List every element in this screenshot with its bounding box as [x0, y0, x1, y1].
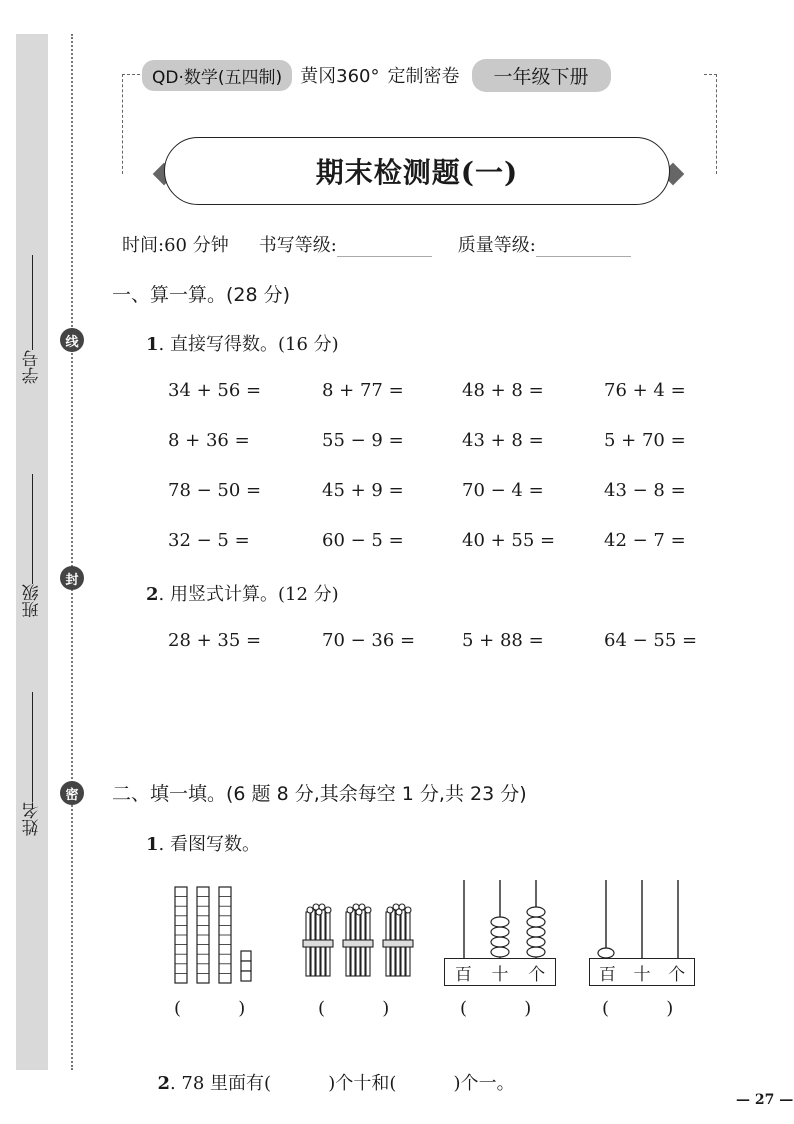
equation: 32 − 5 =: [168, 530, 250, 551]
q1-2-text: . 用竖式计算。(12 分): [158, 584, 339, 605]
writing-grade-blank[interactable]: [337, 256, 432, 257]
q2-1-number: 1: [146, 834, 159, 855]
section2-heading: 二、填一填。(6 题 8 分,其余每空 1 分,共 23 分): [112, 783, 527, 805]
seal-mi: 密: [60, 781, 84, 805]
cut-line: [71, 34, 73, 1070]
class-text: 班级: [22, 584, 43, 618]
answer-blank[interactable]: ( ): [318, 998, 390, 1019]
stick-bundles-figure: [300, 902, 418, 982]
equation: 8 + 36 =: [168, 430, 250, 451]
title-banner: [164, 137, 670, 205]
class-label: [18, 460, 46, 618]
equation: 78 − 50 =: [168, 480, 262, 501]
equation: 42 − 7 =: [604, 530, 686, 551]
header-row: [142, 58, 702, 92]
answer-blank[interactable]: ( ): [602, 998, 674, 1019]
q2-2-prompt: [146, 1048, 515, 1095]
vertical-calc-equation: 28 + 35 =: [168, 630, 262, 651]
equation: 43 − 8 =: [604, 480, 686, 501]
q2-1-prompt: [146, 830, 260, 856]
page-number: — 27 —: [736, 1092, 794, 1108]
q1-1-number: 1: [146, 334, 159, 355]
ones-label: 个: [668, 964, 686, 985]
q2-1-text: . 看图写数。: [158, 834, 260, 855]
vertical-calc-equation: 64 − 55 =: [604, 630, 698, 651]
name-blank[interactable]: [33, 692, 34, 802]
answer-blank[interactable]: ( ): [174, 998, 246, 1019]
hundreds-label: 百: [598, 964, 616, 985]
abacus-1: [444, 878, 556, 988]
seal-feng: 封: [60, 566, 84, 590]
q2-2-text: . 78 里面有( )个十和( )个一。: [169, 1073, 515, 1094]
vertical-calc-equation: 70 − 36 =: [322, 630, 416, 651]
q1-1-text: . 直接写得数。(16 分): [158, 334, 339, 355]
grade-badge: 一年级下册: [472, 59, 611, 92]
equation: 76 + 4 =: [604, 380, 686, 401]
series-badge: QD·数学(五四制): [142, 60, 292, 91]
seal-xian: 线: [60, 328, 84, 352]
q1-2-number: 2: [146, 584, 159, 605]
equation: 8 + 77 =: [322, 380, 404, 401]
name-label: [18, 678, 46, 836]
name-text: 姓名: [22, 802, 43, 836]
abacus-2-base: [589, 958, 695, 986]
subtitle-text: 定制密卷: [387, 66, 460, 87]
brand-text: 黄冈360°: [300, 66, 380, 87]
exam-meta: [122, 227, 722, 257]
equation: 34 + 56 =: [168, 380, 262, 401]
time-text: 时间:60 分钟: [122, 235, 229, 256]
writing-grade-label: 书写等级:: [258, 235, 337, 256]
page-title: 期末检测题(一): [315, 156, 519, 189]
hundreds-label: 百: [454, 964, 472, 985]
equation: 45 + 9 =: [322, 480, 404, 501]
equation: 70 − 4 =: [462, 480, 544, 501]
ones-label: 个: [528, 964, 546, 985]
student-id-blank[interactable]: [33, 255, 34, 350]
student-id-text: 学号: [22, 350, 43, 384]
q1-1-prompt: [146, 330, 339, 356]
tens-label: 十: [491, 964, 509, 985]
abacus-2-rods: [589, 878, 695, 960]
equation: 43 + 8 =: [462, 430, 544, 451]
equation: 48 + 8 =: [462, 380, 544, 401]
equation: 40 + 55 =: [462, 530, 556, 551]
abacus-1-base: [444, 958, 556, 986]
student-id-label: [18, 232, 46, 384]
q1-2-prompt: [146, 580, 339, 606]
section1-heading: 一、算一算。(28 分): [112, 284, 291, 306]
quality-grade-label: 质量等级:: [457, 235, 536, 256]
base-ten-blocks-figure: [170, 882, 256, 984]
tens-label: 十: [633, 964, 651, 985]
abacus-1-rods: [444, 878, 556, 960]
vertical-calc-equation: 5 + 88 =: [462, 630, 544, 651]
quality-grade-blank[interactable]: [536, 256, 631, 257]
equation: 5 + 70 =: [604, 430, 686, 451]
class-blank[interactable]: [33, 474, 34, 584]
answer-blank[interactable]: ( ): [460, 998, 532, 1019]
equation: 55 − 9 =: [322, 430, 404, 451]
abacus-2: [589, 878, 695, 988]
q2-2-number: 2: [157, 1073, 170, 1094]
equation: 60 − 5 =: [322, 530, 404, 551]
